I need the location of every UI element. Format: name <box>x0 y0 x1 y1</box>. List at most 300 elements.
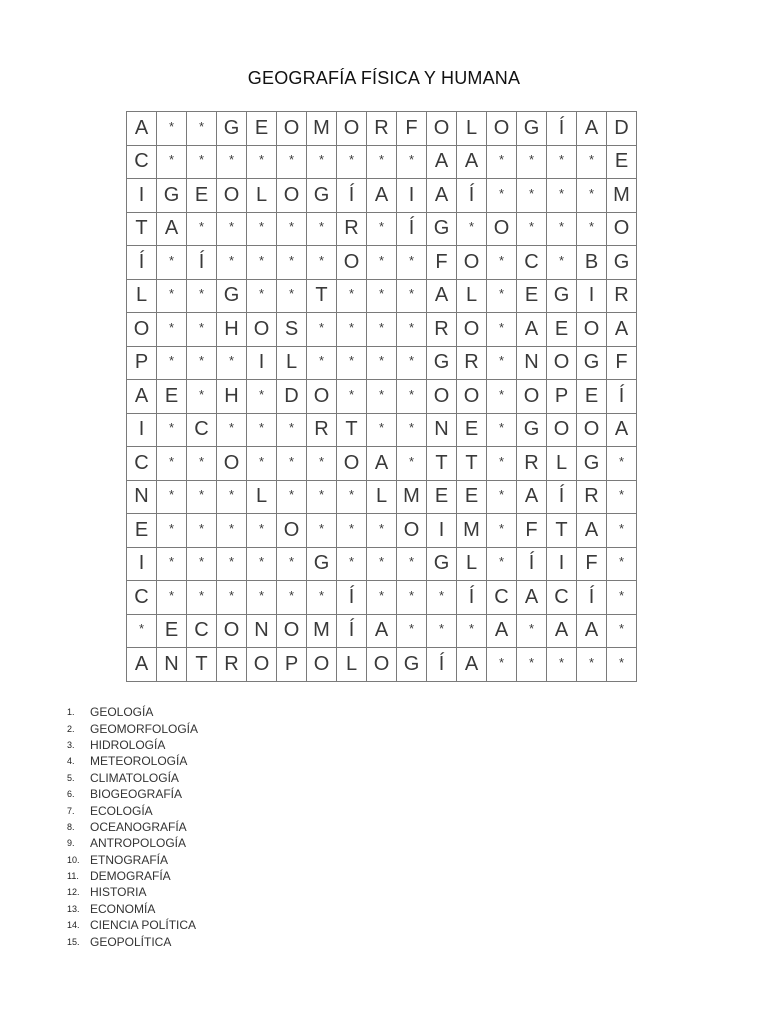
word-text: ETNOGRAFÍA <box>90 852 169 867</box>
list-item <box>67 770 198 786</box>
grid-cell: * <box>397 146 427 180</box>
grid-cell: * <box>337 514 367 548</box>
grid-cell: * <box>157 581 187 615</box>
grid-cell: * <box>217 213 247 247</box>
grid-cell: * <box>397 347 427 381</box>
grid-cell: * <box>427 615 457 649</box>
grid-cell: * <box>127 615 157 649</box>
grid-cell: * <box>547 179 577 213</box>
grid-cell: * <box>607 615 637 649</box>
grid-cell: * <box>607 548 637 582</box>
grid-cell: M <box>307 112 337 146</box>
grid-cell: L <box>247 481 277 515</box>
word-number: 9. <box>67 838 75 849</box>
grid-cell: * <box>487 447 517 481</box>
grid-cell: * <box>157 447 187 481</box>
grid-cell: * <box>277 548 307 582</box>
grid-cell: G <box>397 648 427 682</box>
grid-cell: * <box>277 447 307 481</box>
grid-cell: O <box>307 648 337 682</box>
grid-cell: A <box>577 514 607 548</box>
grid-cell: O <box>457 313 487 347</box>
grid-cell: E <box>607 146 637 180</box>
list-item <box>67 901 198 917</box>
grid-cell: Í <box>457 179 487 213</box>
grid-cell: * <box>157 313 187 347</box>
list-item <box>67 720 198 736</box>
grid-cell: G <box>517 414 547 448</box>
grid-cell: * <box>337 548 367 582</box>
grid-cell: O <box>487 112 517 146</box>
grid-cell: G <box>577 447 607 481</box>
grid-cell: * <box>187 213 217 247</box>
grid-cell: A <box>517 581 547 615</box>
grid-cell: I <box>427 514 457 548</box>
grid-cell: O <box>217 615 247 649</box>
grid-cell: O <box>337 447 367 481</box>
grid-cell: A <box>427 280 457 314</box>
grid-cell: E <box>157 615 187 649</box>
grid-cell: Í <box>547 481 577 515</box>
grid-cell: Í <box>187 246 217 280</box>
grid-cell: R <box>337 213 367 247</box>
word-number: 4. <box>67 756 75 767</box>
grid-cell: * <box>307 447 337 481</box>
grid-cell: R <box>307 414 337 448</box>
grid-cell: H <box>217 313 247 347</box>
grid-cell: C <box>127 447 157 481</box>
grid-cell: * <box>187 447 217 481</box>
grid-cell: * <box>247 246 277 280</box>
grid-cell: R <box>457 347 487 381</box>
grid-cell: * <box>187 347 217 381</box>
grid-cell: A <box>607 313 637 347</box>
grid-cell: * <box>367 313 397 347</box>
grid-cell: O <box>457 380 487 414</box>
grid-cell: G <box>547 280 577 314</box>
grid-cell: G <box>307 548 337 582</box>
grid-cell: * <box>547 146 577 180</box>
grid-cell: * <box>217 581 247 615</box>
grid-cell: O <box>547 414 577 448</box>
grid-cell: G <box>157 179 187 213</box>
grid-cell: O <box>577 414 607 448</box>
word-text: CLIMATOLOGÍA <box>90 770 179 785</box>
grid-cell: G <box>427 548 457 582</box>
grid-cell: G <box>427 347 457 381</box>
grid-cell: * <box>247 280 277 314</box>
grid-cell: G <box>607 246 637 280</box>
grid-cell: * <box>337 146 367 180</box>
grid-cell: * <box>397 380 427 414</box>
grid-cell: G <box>577 347 607 381</box>
grid-cell: Í <box>517 548 547 582</box>
grid-cell: P <box>547 380 577 414</box>
grid-cell: M <box>307 615 337 649</box>
grid-cell: * <box>247 213 277 247</box>
grid-cell: * <box>337 347 367 381</box>
grid-cell: T <box>127 213 157 247</box>
grid-cell: * <box>157 514 187 548</box>
grid-cell: A <box>487 615 517 649</box>
list-item <box>67 704 198 720</box>
word-text: CIENCIA POLÍTICA <box>90 918 197 933</box>
grid-cell: P <box>127 347 157 381</box>
grid-cell: O <box>337 112 367 146</box>
word-number: 3. <box>67 739 75 750</box>
grid-cell: A <box>607 414 637 448</box>
grid-cell: P <box>277 648 307 682</box>
grid-cell: E <box>577 380 607 414</box>
grid-cell: * <box>307 481 337 515</box>
grid-cell: F <box>397 112 427 146</box>
grid-cell: B <box>577 246 607 280</box>
grid-cell: * <box>607 481 637 515</box>
grid-cell: A <box>367 179 397 213</box>
grid-cell: A <box>127 648 157 682</box>
grid-cell: A <box>457 146 487 180</box>
grid-cell: C <box>487 581 517 615</box>
grid-cell: * <box>187 146 217 180</box>
grid-cell: O <box>607 213 637 247</box>
grid-cell: * <box>517 213 547 247</box>
grid-cell: T <box>547 514 577 548</box>
word-text: HISTORIA <box>90 885 147 900</box>
grid-cell: I <box>577 280 607 314</box>
grid-cell: T <box>337 414 367 448</box>
grid-cell: * <box>277 481 307 515</box>
grid-cell: O <box>277 514 307 548</box>
grid-cell: * <box>367 146 397 180</box>
grid-cell: * <box>577 648 607 682</box>
list-item <box>67 802 198 818</box>
grid-cell: T <box>187 648 217 682</box>
grid-cell: * <box>517 179 547 213</box>
grid-cell: N <box>157 648 187 682</box>
grid-cell: * <box>487 514 517 548</box>
grid-cell: * <box>547 246 577 280</box>
grid-cell: A <box>547 615 577 649</box>
grid-cell: I <box>247 347 277 381</box>
grid-cell: A <box>127 380 157 414</box>
grid-cell: O <box>277 179 307 213</box>
grid-cell: * <box>277 280 307 314</box>
grid-cell: Í <box>607 380 637 414</box>
grid-cell: * <box>517 146 547 180</box>
word-number: 2. <box>67 723 75 734</box>
grid-cell: S <box>277 313 307 347</box>
list-item <box>67 786 198 802</box>
grid-cell: C <box>517 246 547 280</box>
word-number: 1. <box>67 707 75 718</box>
grid-cell: G <box>217 112 247 146</box>
grid-cell: * <box>157 246 187 280</box>
grid-cell: C <box>127 146 157 180</box>
grid-cell: R <box>367 112 397 146</box>
grid-cell: O <box>457 246 487 280</box>
grid-cell: * <box>277 581 307 615</box>
grid-cell: E <box>427 481 457 515</box>
word-search-grid <box>126 111 637 682</box>
grid-cell: E <box>247 112 277 146</box>
grid-cell: F <box>427 246 457 280</box>
grid-cell: * <box>187 581 217 615</box>
grid-cell: E <box>127 514 157 548</box>
grid-cell: * <box>247 447 277 481</box>
grid-cell: * <box>157 347 187 381</box>
grid-cell: N <box>517 347 547 381</box>
grid-cell: * <box>547 648 577 682</box>
grid-cell: * <box>217 347 247 381</box>
word-text: ANTROPOLOGÍA <box>90 836 187 851</box>
word-text: BIOGEOGRAFÍA <box>90 787 183 802</box>
grid-cell: A <box>577 615 607 649</box>
grid-cell: * <box>487 481 517 515</box>
grid-cell: A <box>367 447 397 481</box>
grid-cell: * <box>247 514 277 548</box>
grid-cell: L <box>127 280 157 314</box>
list-item <box>67 884 198 900</box>
grid-cell: * <box>187 380 217 414</box>
grid-cell: I <box>127 179 157 213</box>
grid-cell: A <box>517 313 547 347</box>
grid-cell: * <box>157 146 187 180</box>
list-item <box>67 819 198 835</box>
grid-cell: * <box>277 146 307 180</box>
list-item <box>67 737 198 753</box>
grid-cell: I <box>547 548 577 582</box>
grid-cell: F <box>577 548 607 582</box>
grid-cell: Í <box>427 648 457 682</box>
list-item <box>67 917 198 933</box>
grid-cell: * <box>367 246 397 280</box>
grid-cell: * <box>277 213 307 247</box>
word-text: HIDROLOGÍA <box>90 737 166 752</box>
page-title: GEOGRAFÍA FÍSICA Y HUMANA <box>247 68 521 88</box>
grid-cell: * <box>397 447 427 481</box>
grid-cell: L <box>457 112 487 146</box>
grid-cell: L <box>457 548 487 582</box>
grid-cell: N <box>127 481 157 515</box>
grid-cell: G <box>217 280 247 314</box>
grid-cell: E <box>517 280 547 314</box>
grid-cell: * <box>307 313 337 347</box>
grid-cell: L <box>367 481 397 515</box>
grid-cell: * <box>487 246 517 280</box>
grid-cell: A <box>457 648 487 682</box>
grid-cell: * <box>307 146 337 180</box>
word-number: 12. <box>67 887 80 898</box>
grid-cell: M <box>457 514 487 548</box>
grid-cell: * <box>337 280 367 314</box>
grid-cell: Í <box>457 581 487 615</box>
grid-cell: N <box>247 615 277 649</box>
grid-cell: * <box>307 246 337 280</box>
grid-cell: C <box>187 414 217 448</box>
grid-cell: O <box>217 447 247 481</box>
grid-cell: * <box>277 414 307 448</box>
grid-cell: O <box>517 380 547 414</box>
grid-cell: G <box>427 213 457 247</box>
word-number: 15. <box>67 936 80 947</box>
grid-cell: * <box>517 648 547 682</box>
grid-cell: G <box>517 112 547 146</box>
grid-cell: O <box>367 648 397 682</box>
grid-cell: * <box>247 146 277 180</box>
grid-cell: * <box>367 280 397 314</box>
grid-cell: O <box>277 112 307 146</box>
grid-cell: L <box>277 347 307 381</box>
word-number: 11. <box>67 871 79 882</box>
grid-cell: * <box>217 246 247 280</box>
grid-cell: * <box>367 581 397 615</box>
grid-cell: * <box>217 514 247 548</box>
grid-cell: N <box>427 414 457 448</box>
grid-cell: * <box>457 213 487 247</box>
grid-cell: * <box>307 514 337 548</box>
grid-cell: Í <box>577 581 607 615</box>
grid-cell: R <box>607 280 637 314</box>
grid-cell: R <box>517 447 547 481</box>
grid-cell: * <box>157 112 187 146</box>
grid-cell: * <box>367 414 397 448</box>
grid-cell: A <box>127 112 157 146</box>
grid-cell: T <box>307 280 337 314</box>
grid-cell: E <box>457 481 487 515</box>
grid-cell: * <box>307 347 337 381</box>
grid-cell: T <box>457 447 487 481</box>
word-text: METEOROLOGÍA <box>90 754 188 769</box>
grid-cell: * <box>577 146 607 180</box>
grid-cell: R <box>217 648 247 682</box>
grid-cell: * <box>307 213 337 247</box>
grid-cell: T <box>427 447 457 481</box>
grid-cell: * <box>547 213 577 247</box>
grid-cell: * <box>487 414 517 448</box>
grid-cell: O <box>397 514 427 548</box>
grid-cell: * <box>337 313 367 347</box>
word-text: OCEANOGRAFÍA <box>90 819 187 834</box>
grid-cell: * <box>487 280 517 314</box>
grid-cell: * <box>457 615 487 649</box>
grid-cell: R <box>427 313 457 347</box>
grid-cell: O <box>547 347 577 381</box>
word-number: 7. <box>67 805 75 816</box>
grid-cell: * <box>577 213 607 247</box>
grid-cell: * <box>397 581 427 615</box>
grid-cell: A <box>427 146 457 180</box>
grid-cell: * <box>217 481 247 515</box>
word-text: DEMOGRAFÍA <box>90 869 171 884</box>
grid-cell: M <box>607 179 637 213</box>
grid-cell: * <box>187 313 217 347</box>
grid-cell: O <box>277 615 307 649</box>
grid-cell: F <box>607 347 637 381</box>
grid-cell: A <box>367 615 397 649</box>
grid-cell: O <box>487 213 517 247</box>
grid-cell: * <box>607 447 637 481</box>
grid-cell: * <box>367 213 397 247</box>
grid-cell: * <box>187 112 217 146</box>
grid-cell: C <box>547 581 577 615</box>
grid-cell: * <box>217 414 247 448</box>
word-text: GEOLOGÍA <box>90 705 154 720</box>
grid-cell: Í <box>337 581 367 615</box>
grid-cell: I <box>127 548 157 582</box>
grid-cell: L <box>337 648 367 682</box>
grid-cell: C <box>187 615 217 649</box>
grid-cell: * <box>397 246 427 280</box>
grid-cell: Í <box>127 246 157 280</box>
grid-cell: * <box>367 347 397 381</box>
grid-cell: O <box>247 313 277 347</box>
grid-cell: * <box>607 581 637 615</box>
grid-cell: * <box>337 380 367 414</box>
grid-cell: * <box>487 179 517 213</box>
grid-cell: G <box>307 179 337 213</box>
grid-cell: * <box>487 648 517 682</box>
word-number: 5. <box>67 772 75 783</box>
grid-cell: * <box>397 280 427 314</box>
word-number: 6. <box>67 789 75 800</box>
grid-cell: * <box>187 280 217 314</box>
grid-cell: * <box>217 146 247 180</box>
grid-cell: * <box>487 313 517 347</box>
grid-cell: O <box>307 380 337 414</box>
word-text: ECOLOGÍA <box>90 803 153 818</box>
word-text: GEOPOLÍTICA <box>90 934 172 949</box>
list-item <box>67 753 198 769</box>
grid-cell: * <box>157 481 187 515</box>
grid-cell: * <box>157 414 187 448</box>
word-number: 14. <box>67 920 80 931</box>
grid-cell: D <box>607 112 637 146</box>
grid-cell: Í <box>337 179 367 213</box>
grid-cell: * <box>517 615 547 649</box>
grid-cell: H <box>217 380 247 414</box>
grid-cell: L <box>247 179 277 213</box>
grid-cell: * <box>337 481 367 515</box>
grid-cell: * <box>607 648 637 682</box>
grid-cell: * <box>157 548 187 582</box>
grid-cell: * <box>487 347 517 381</box>
grid-cell: * <box>217 548 247 582</box>
word-number: 13. <box>67 903 80 914</box>
word-text: ECONOMÍA <box>90 901 156 916</box>
grid-cell: * <box>367 514 397 548</box>
grid-cell: Í <box>547 112 577 146</box>
grid-cell: C <box>127 581 157 615</box>
list-item <box>67 868 198 884</box>
grid-cell: M <box>397 481 427 515</box>
grid-cell: A <box>577 112 607 146</box>
word-text: GEOMORFOLOGÍA <box>90 721 199 736</box>
grid-cell: O <box>427 380 457 414</box>
grid-cell: O <box>577 313 607 347</box>
list-item <box>67 835 198 851</box>
grid-cell: A <box>427 179 457 213</box>
grid-cell: * <box>367 380 397 414</box>
word-number: 8. <box>67 821 75 832</box>
list-item <box>67 933 198 949</box>
grid-cell: * <box>577 179 607 213</box>
grid-cell: * <box>397 414 427 448</box>
grid-cell: * <box>607 514 637 548</box>
grid-cell: * <box>367 548 397 582</box>
grid-cell: Í <box>397 213 427 247</box>
grid-cell: * <box>187 514 217 548</box>
grid-cell: O <box>427 112 457 146</box>
